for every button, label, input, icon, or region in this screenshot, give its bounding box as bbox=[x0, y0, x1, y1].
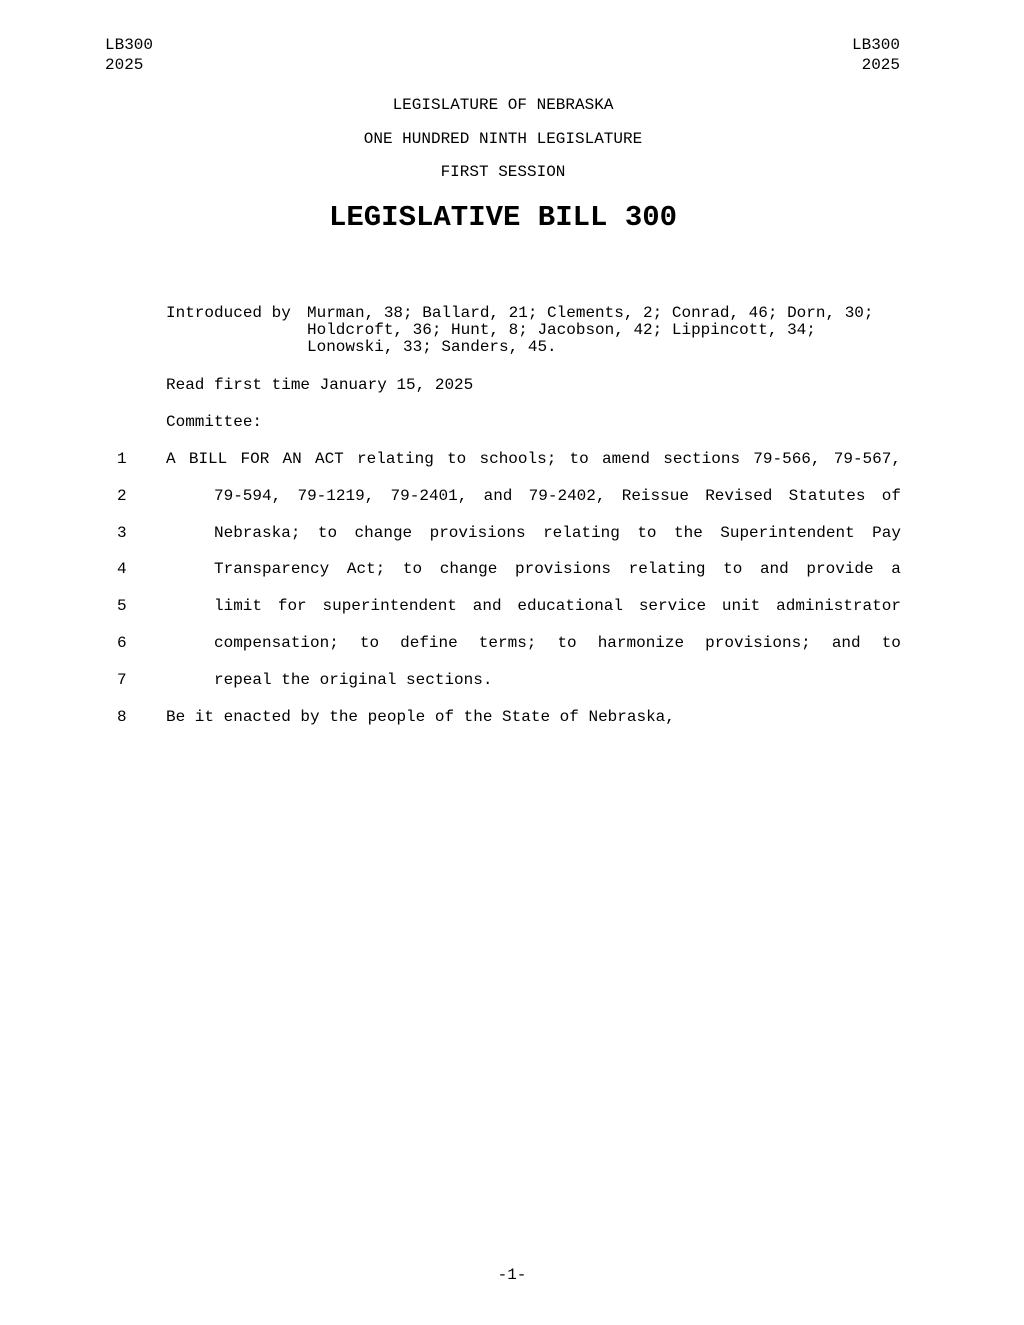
line-word: Superintendent bbox=[720, 523, 855, 542]
line-word: to bbox=[723, 560, 743, 579]
line-word: to bbox=[447, 450, 467, 468]
bill-line bbox=[0, 449, 1024, 469]
line-number: 8 bbox=[117, 707, 127, 726]
line-word: educational bbox=[517, 597, 623, 616]
line-word: sections bbox=[663, 450, 741, 468]
line-word: to bbox=[317, 523, 338, 542]
sponsor-list bbox=[307, 305, 907, 356]
header-left-year: 2025 bbox=[105, 56, 144, 74]
line-word: administrator bbox=[776, 597, 901, 616]
sponsor-line: Lonowski, 33; Sanders, 45. bbox=[307, 338, 557, 356]
bill-line bbox=[0, 596, 1024, 616]
line-word: provide bbox=[806, 560, 874, 579]
header-left bbox=[105, 35, 153, 75]
line-word: Revised bbox=[705, 486, 773, 505]
line-word: relating bbox=[628, 560, 706, 579]
committee-label: Committee: bbox=[166, 413, 263, 431]
line-word: a bbox=[891, 560, 901, 579]
line-word: compensation; bbox=[214, 634, 339, 652]
line-word: superintendent bbox=[322, 597, 457, 616]
line-number: 2 bbox=[117, 486, 127, 505]
line-word: relating bbox=[543, 523, 620, 542]
line-word: to bbox=[637, 523, 657, 542]
sponsor-line: Holdcroft, 36; Hunt, 8; Jacobson, 42; Lippincott, 34; bbox=[307, 321, 816, 339]
line-word: for bbox=[277, 597, 307, 616]
introduced-by-label: Introduced by bbox=[166, 304, 291, 322]
line-word: provisions bbox=[515, 560, 612, 579]
sponsor-line: Murman, 38; Ballard, 21; Clements, 2; Conrad, 46; Dorn, 30; bbox=[307, 304, 874, 322]
line-word: provisions bbox=[429, 523, 526, 542]
line-word: Statutes bbox=[788, 486, 866, 505]
line-word: ACT bbox=[314, 450, 344, 468]
line-word: and bbox=[831, 634, 861, 652]
line-word: and bbox=[472, 597, 502, 616]
line-number: 3 bbox=[117, 523, 127, 542]
line-word: change bbox=[439, 560, 498, 579]
bill-line bbox=[0, 633, 1024, 653]
line-word: to bbox=[402, 560, 423, 579]
line-word: of bbox=[881, 486, 901, 505]
line-word: schools; bbox=[479, 450, 557, 468]
bill-title: LEGISLATIVE BILL 300 bbox=[328, 201, 678, 234]
line-word: provisions; bbox=[705, 634, 811, 652]
header-right bbox=[852, 35, 900, 75]
line-word: Nebraska; bbox=[214, 523, 301, 542]
line-word: Pay bbox=[872, 523, 901, 542]
line-word: and bbox=[483, 486, 513, 505]
line-word: limit bbox=[214, 597, 263, 616]
line-word: AN bbox=[282, 450, 302, 468]
line-word: service bbox=[638, 597, 707, 616]
line-word: 79-594, bbox=[214, 486, 282, 505]
header-right-bill-number: LB300 bbox=[851, 36, 900, 54]
line-word: define bbox=[400, 634, 458, 652]
line-number: 1 bbox=[117, 450, 127, 468]
bill-line bbox=[0, 559, 1024, 579]
header-left-bill-number: LB300 bbox=[105, 36, 154, 54]
page-number: -1- bbox=[497, 1266, 527, 1284]
line-word: 79-566, bbox=[753, 450, 821, 468]
line-word: amend bbox=[601, 450, 650, 468]
line-word: to bbox=[569, 450, 589, 468]
line-word: 79-1219, bbox=[297, 486, 375, 505]
line-word: A bbox=[166, 450, 176, 468]
line-text bbox=[166, 449, 901, 469]
session-name-heading: ONE HUNDRED NINTH LEGISLATURE bbox=[363, 130, 643, 148]
bill-line bbox=[0, 670, 1024, 690]
line-word: to bbox=[359, 634, 380, 652]
line-word: Reissue bbox=[621, 486, 689, 505]
line-word: Transparency bbox=[214, 560, 330, 579]
line-text bbox=[214, 523, 901, 543]
line-word: to bbox=[881, 634, 901, 652]
line-word: BILL bbox=[188, 450, 228, 468]
line-word: to bbox=[557, 634, 577, 652]
line-word: and bbox=[759, 560, 789, 579]
bill-line bbox=[0, 707, 1024, 727]
line-word: unit bbox=[721, 597, 761, 616]
bill-line bbox=[0, 486, 1024, 506]
line-number: 5 bbox=[117, 597, 127, 616]
line-number: 6 bbox=[117, 634, 127, 652]
line-number: 7 bbox=[117, 670, 127, 689]
line-number: 4 bbox=[117, 560, 127, 579]
line-word: harmonize bbox=[597, 634, 685, 652]
bill-line bbox=[0, 523, 1024, 543]
header-right-year: 2025 bbox=[861, 56, 900, 74]
line-text bbox=[214, 596, 901, 616]
line-text: repeal the original sections. bbox=[214, 670, 493, 689]
line-text bbox=[214, 559, 901, 579]
line-word: relating bbox=[357, 450, 434, 468]
line-word: the bbox=[673, 523, 703, 542]
line-word: 79-2401, bbox=[390, 486, 468, 505]
line-word: 79-567, bbox=[833, 450, 901, 468]
line-word: FOR bbox=[240, 450, 270, 468]
legislature-heading: LEGISLATURE OF NEBRASKA bbox=[392, 96, 614, 114]
line-text: Be it enacted by the people of the State of Nebraska, bbox=[166, 707, 675, 726]
line-word: change bbox=[354, 523, 413, 542]
line-word: Act; bbox=[346, 560, 386, 579]
read-first-time: Read first time January 15, 2025 bbox=[166, 376, 474, 394]
line-text bbox=[214, 633, 901, 653]
line-word: terms; bbox=[478, 634, 537, 652]
line-word: 79-2402, bbox=[528, 486, 606, 505]
session-heading: FIRST SESSION bbox=[440, 163, 566, 181]
line-text bbox=[214, 486, 901, 506]
